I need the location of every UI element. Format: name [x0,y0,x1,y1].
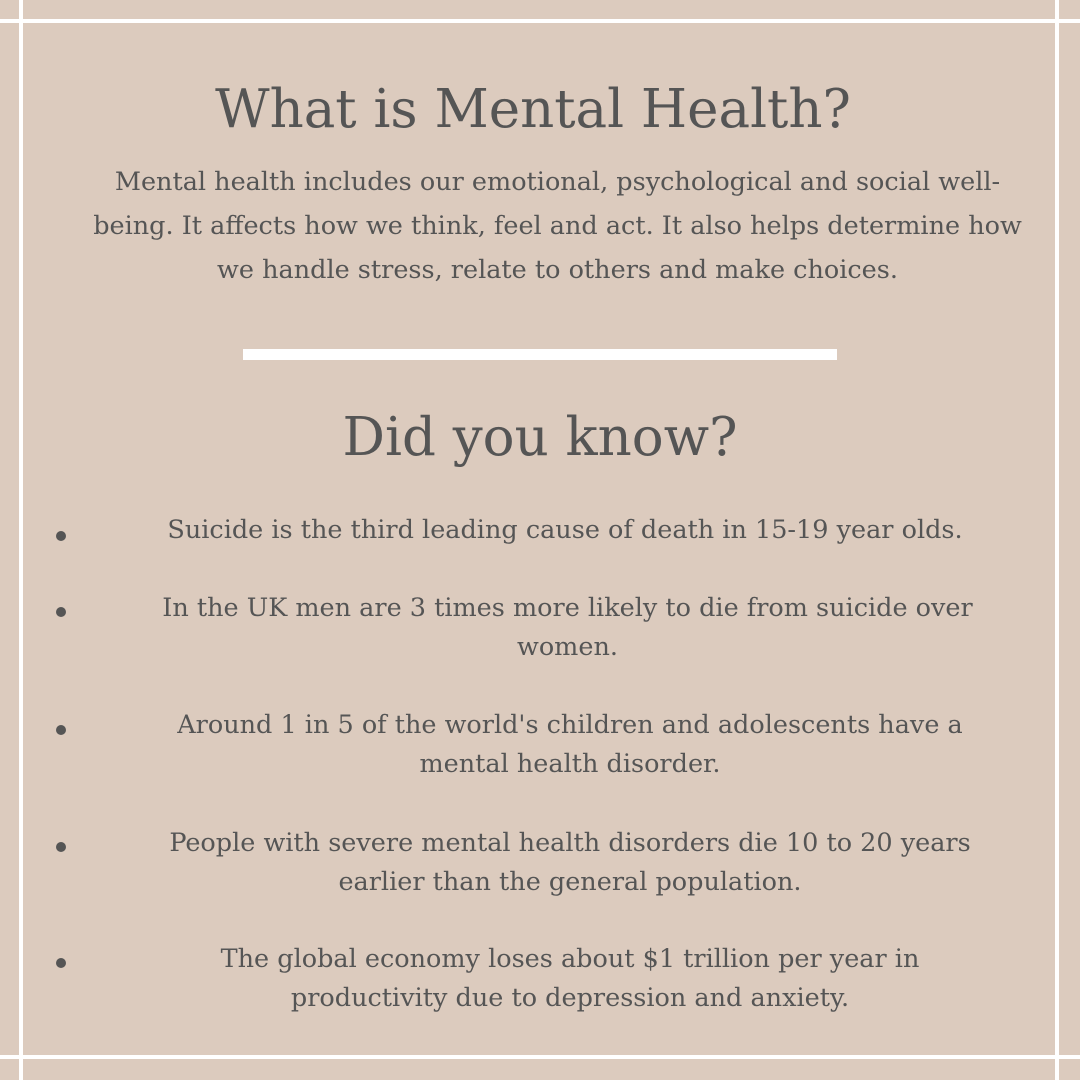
section-title: Did you know? [342,407,738,468]
fact-item: People with severe mental health disorders die 10 to 20 years earlier than the general population. [169,828,971,897]
fact-item: In the UK men are 3 times more likely to die from suicide over women. [162,593,973,662]
page-title: What is Mental Health? [215,79,851,140]
frame-line-bottom [0,1055,1080,1059]
frame-line-right [1055,0,1059,1080]
frame-line-left [19,0,23,1080]
bullet-icon [56,842,66,852]
fact-item: The global economy loses about $1 trillion per year in productivity due to depression and anxiety. [220,944,920,1013]
fact-item: Suicide is the third leading cause of death in 15-19 year olds. [167,515,963,545]
frame-line-top [0,19,1080,23]
bullet-icon [56,958,66,968]
fact-item: Around 1 in 5 of the world's children and adolescents have a mental health disorder. [177,710,963,779]
bullet-icon [56,725,66,735]
bullet-icon [56,607,66,617]
section-divider [243,349,837,360]
bullet-icon [56,531,66,541]
intro-paragraph: Mental health includes our emotional, psychological and social well-being. It affects how we think, feel and act. It also helps determine how we handle stress, relate to others and make choices. [93,167,1022,285]
